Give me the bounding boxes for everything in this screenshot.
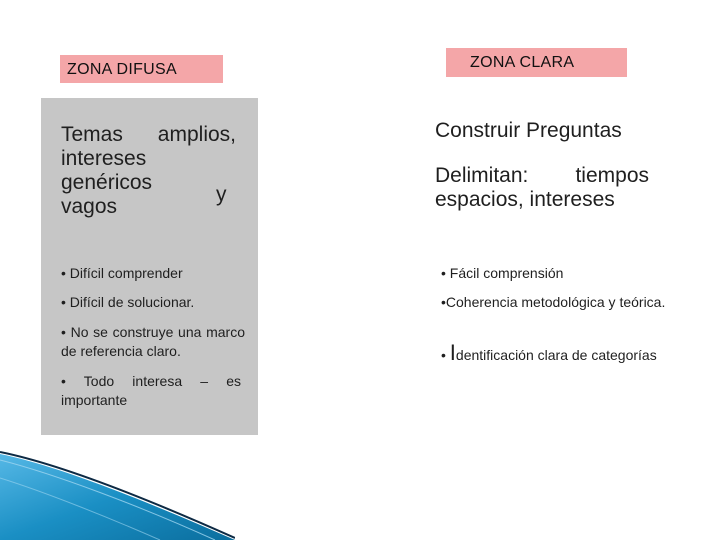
zona-clara-bullet: •Coherencia metodológica y teórica. [441,294,666,310]
zona-difusa-title [61,123,236,219]
decorative-blue-swoosh [0,454,235,540]
zona-difusa-bullet: • Todo interesa – es importante [61,373,241,408]
zona-clara-label: ZONA CLARA [446,48,627,77]
zona-clara-subtitle: Delimitan: tiempos espacios, intereses [435,164,649,211]
zona-difusa-title-y: y [216,183,227,206]
bullet-cap: I [449,340,456,365]
bullet-text: dentificación clara de categorías [455,347,657,363]
zona-difusa-title-main: Temas amplios, intereses genéricos [61,123,236,194]
zona-difusa-bullet: • Difícil comprender [61,265,183,281]
zona-clara-title: Construir Preguntas [435,119,622,142]
zona-clara-bullet [441,340,671,365]
bullet-prefix: • [441,347,450,363]
zona-clara-bullet: • Fácil comprensión [441,265,564,281]
zona-difusa-bullet: • Difícil de solucionar. [61,294,195,310]
decorative-corner-art [0,448,235,540]
zona-difusa-title-end: vagos [61,195,118,218]
zona-difusa-bullet: • No se construye una marco de referencia claro. [61,324,245,359]
zona-difusa-label: ZONA DIFUSA [60,55,223,83]
